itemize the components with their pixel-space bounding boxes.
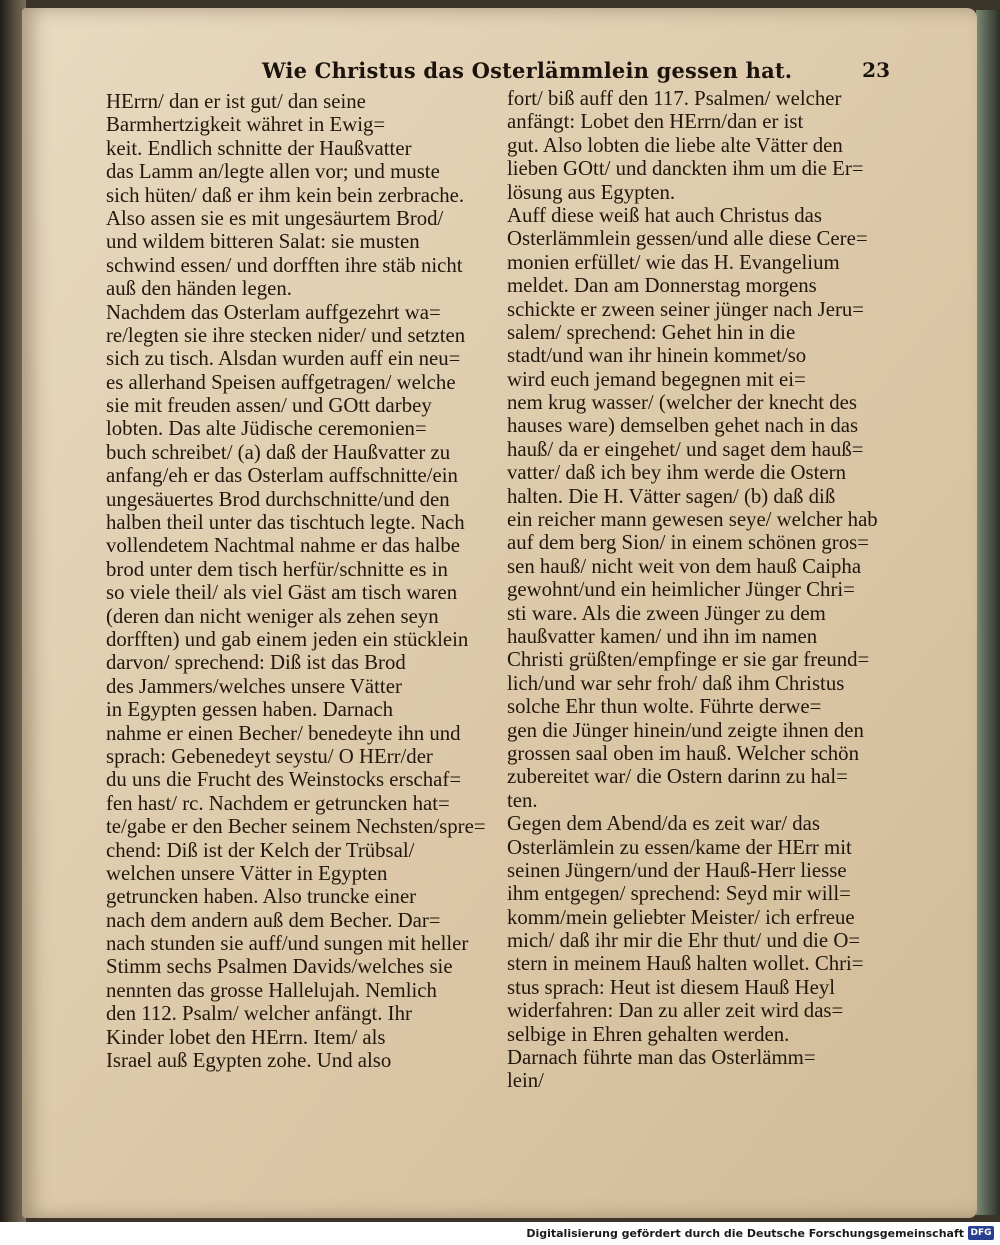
text-line: lein/ [507,1069,544,1093]
text-line: stern in meinem Hauß halten wollet. Chri= [507,952,864,976]
text-line: stadt/und wan ihr hinein kommet/so [507,344,807,368]
text-line: schickte er zween seiner jünger nach Jeru= [507,297,865,321]
page-number: 23 [862,58,890,82]
text-line: wird euch jemand begegnen mit ei= [507,367,806,391]
text-line: hauß/ da er eingehet/ und saget dem hauß= [507,437,864,461]
text-line: widerfahren: Dan zu aller zeit wird das= [507,999,844,1023]
text-line: meldet. Dan am Donnerstag morgens [507,274,817,298]
text-line: anfängt: Lobet den HErrn/dan er ist [507,110,804,134]
dfg-logo: DFG [968,1226,994,1240]
text-line: nennten das grosse Hallelujah. Nemlich [106,978,437,1002]
text-line: solche Ehr thun wolte. Führte derwe= [507,695,822,719]
text-line: du uns die Frucht des Weinstocks erschaf= [106,768,462,792]
text-line: in Egypten gessen haben. Darnach [106,698,394,722]
text-line: auß den händen legen. [106,277,292,301]
text-line: halten. Die H. Vätter sagen/ (b) daß diß [507,484,836,508]
text-line: seinen Jüngern/und der Hauß-Herr liesse [507,858,847,882]
page-header [262,58,902,88]
text-line: sti ware. Als die zween Jünger zu dem [507,601,826,625]
text-line: haußvatter kamen/ und ihn im namen [507,624,818,648]
text-line: darvon/ sprechend: Diß ist das Brod [106,651,406,675]
text-line: sie mit freuden assen/ und GOtt darbey [106,394,432,418]
text-line: Barmhertzigkeit währet in Ewig= [106,113,386,137]
text-line: so viele theil/ als viel Gäst am tisch waren [106,581,458,605]
text-line: gewohnt/und ein heimlicher Jünger Chri= [507,578,855,602]
text-line: mich/ daß ihr mir die Ehr thut/ und die O= [507,929,861,953]
text-line: lösung aus Egypten. [507,180,676,204]
text-line: re/legten sie ihre stecken nider/ und setzten [106,323,466,347]
text-line: ungesäuertes Brod durchschnitte/und den [106,487,450,511]
text-line: lich/und war sehr froh/ daß ihm Christus [507,671,845,695]
text-line: brod unter dem tisch herfür/schnitte es in [106,557,448,581]
text-line: chend: Diß ist der Kelch der Trübsal/ [106,838,415,862]
text-line: auf dem berg Sion/ in einem schönen gros= [507,531,869,555]
digitization-footer [0,1222,1000,1245]
text-line: dorfften) und gab einem jeden ein stücklein [106,627,469,651]
text-line: Osterlämmlein gessen/und alle diese Cere= [507,227,868,251]
text-line: selbige in Ehren gehalten werden. [507,1022,790,1046]
text-line: nach dem andern auß dem Becher. Dar= [106,908,441,932]
text-line: hauses ware) demselben gehet nach in das [507,414,859,438]
text-line: lieben GOtt/ und danckten ihm um die Er= [507,157,864,181]
text-line: te/gabe er den Becher seinem Nechsten/spre= [106,815,486,839]
right-text-column [507,87,885,1093]
text-line: ein reicher mann gewesen seye/ welcher hab [507,508,878,532]
text-line: nem krug wasser/ (welcher der knecht des [507,391,857,415]
text-line: nach stunden sie auff/und sungen mit heller [106,932,469,956]
text-line: anfang/eh er das Osterlam auffschnitte/ein [106,464,458,488]
text-line: es allerhand Speisen auffgetragen/ welche [106,370,456,394]
text-line: Israel auß Egypten zohe. Und also [106,1049,392,1073]
text-line: HErrn/ dan er ist gut/ dan seine [106,90,366,113]
text-line: Also assen sie es mit ungesäurtem Brod/ [106,206,444,230]
text-line: lobten. Das alte Jüdische ceremonien= [106,417,427,441]
text-line: fort/ biß auff den 117. Psalmen/ welcher [507,87,842,110]
left-text-column [106,90,490,1072]
text-line: den 112. Psalm/ welcher anfängt. Ihr [106,1002,412,1026]
text-line: vollendetem Nachtmal nahme er das halbe [106,534,460,558]
text-line: halben theil unter das tischtuch legte. Nach [106,511,465,535]
text-line: getruncken haben. Also truncke einer [106,885,417,909]
funding-credit: Digitalisierung gefördert durch die Deutsche Forschungsgemeinschaft [526,1227,964,1240]
text-line: keit. Endlich schnitte der Haußvatter [106,136,412,160]
text-line: ten. [507,788,538,812]
text-line: und wildem bitteren Salat: sie musten [106,230,420,254]
text-line: grossen saal oben im hauß. Welcher schön [507,741,859,765]
text-line: buch schreibet/ (a) daß der Haußvatter zu [106,440,451,464]
text-line: (deren dan nicht weniger als zehen seyn [106,604,439,628]
text-line: schwind essen/ und dorfften ihre stäb nicht [106,253,463,277]
text-line: nahme er einen Becher/ benedeyte ihn und [106,721,461,745]
text-line: vatter/ daß ich bey ihm werde die Ostern [507,461,846,485]
text-line: gut. Also lobten die liebe alte Vätter den [507,133,843,157]
text-line: sich zu tisch. Alsdan wurden auff ein neu= [106,347,461,371]
text-line: Gegen dem Abend/da es zeit war/ das [507,812,820,836]
text-line: salem/ sprechend: Gehet hin in die [507,320,796,344]
running-title: Wie Christus das Osterlämmlein gessen hat. [262,58,793,83]
text-line: Stimm sechs Psalmen Davids/welches sie [106,955,453,979]
page-edge [976,10,1000,1215]
text-line: Osterlämlein zu essen/kame der HErr mit [507,835,852,859]
text-line: das Lamm an/legte allen vor; und muste [106,160,440,184]
text-line: fen hast/ rc. Nachdem er getruncken hat= [106,791,450,815]
text-line: sen hauß/ nicht weit von dem hauß Caipha [507,554,862,578]
text-line: des Jammers/welches unsere Vätter [106,674,402,698]
text-line: monien erfüllet/ wie das H. Evangelium [507,250,840,274]
text-line: sprach: Gebenedeyt seystu/ O HErr/der [106,744,433,768]
text-line: Kinder lobet den HErrn. Item/ als [106,1025,386,1049]
text-line: komm/mein geliebter Meister/ ich erfreue [507,905,855,929]
text-line: Darnach führte man das Osterlämm= [507,1046,816,1070]
text-line: sich hüten/ daß er ihm kein bein zerbrache. [106,183,465,207]
text-line: Christi grüßten/empfinge er sie gar freund= [507,648,870,672]
text-line: zubereitet war/ die Ostern darinn zu hal= [507,765,848,789]
text-line: Auff diese weiß hat auch Christus das [507,203,822,227]
text-line: welchen unsere Vätter in Egypten [106,861,388,885]
text-line: gen die Jünger hinein/und zeigte ihnen den [507,718,864,742]
text-line: Nachdem das Osterlam auffgezehrt wa= [106,300,441,324]
text-line: stus sprach: Heut ist diesem Hauß Heyl [507,975,836,999]
text-line: ihm entgegen/ sprechend: Seyd mir will= [507,882,851,906]
